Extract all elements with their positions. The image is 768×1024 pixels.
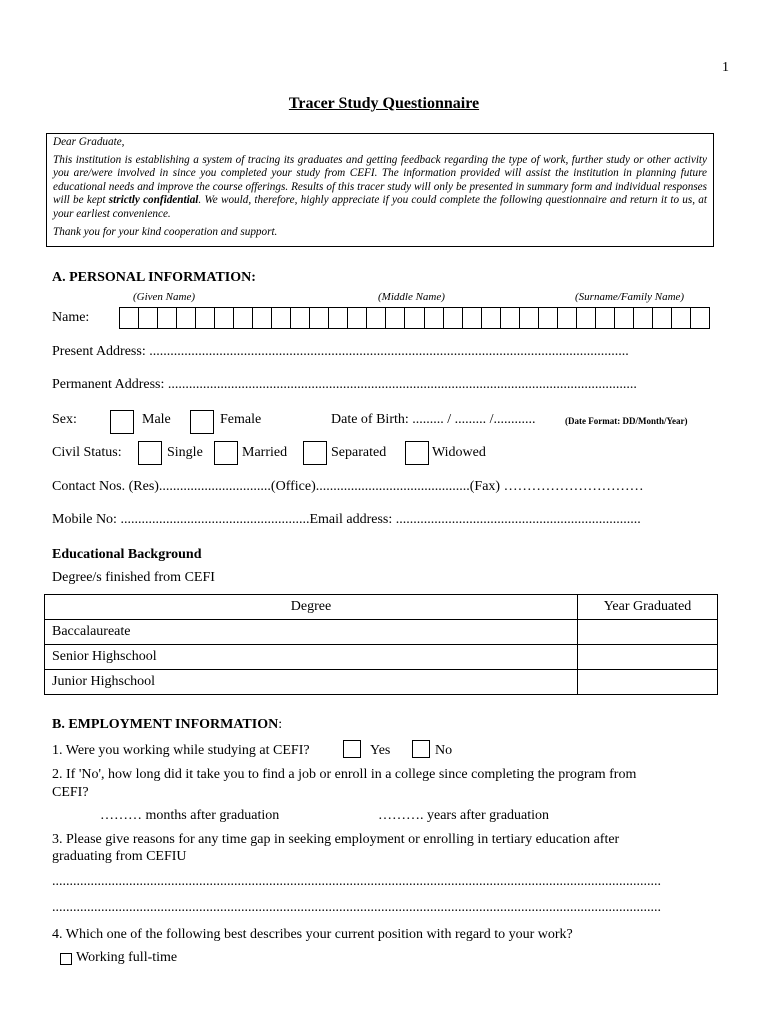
male-label: Male xyxy=(142,412,171,427)
permanent-address-field[interactable]: Permanent Address: ...................................................................................................................................... xyxy=(52,377,637,392)
years-after-graduation-field[interactable]: ………. years after graduation xyxy=(378,808,550,823)
civil-status-label: Civil Status: xyxy=(52,445,122,460)
female-label: Female xyxy=(220,412,262,427)
months-after-graduation-field[interactable]: ……… months after graduation xyxy=(100,808,280,823)
single-checkbox[interactable] xyxy=(138,441,162,465)
male-checkbox[interactable] xyxy=(110,410,134,434)
question-2-line1: 2. If 'No', how long did it take you to find a job or enroll in a college since completing the program from xyxy=(52,767,637,782)
letter-salutation: Dear Graduate, xyxy=(53,136,125,148)
degrees-label: Degree/s finished from CEFI xyxy=(52,570,215,585)
question-3-line2: graduating from CEFIU xyxy=(52,849,187,864)
degree-table xyxy=(44,594,718,695)
working-full-time-checkbox[interactable] xyxy=(60,953,72,965)
degree-cell: Junior Highschool xyxy=(45,670,578,695)
yes-checkbox[interactable] xyxy=(343,740,361,758)
year-cell[interactable] xyxy=(578,620,718,645)
employment-heading: B. EMPLOYMENT INFORMATION: xyxy=(52,717,283,732)
question-1: 1. Were you working while studying at CEFI? xyxy=(52,743,310,758)
married-checkbox[interactable] xyxy=(214,441,238,465)
table-header-row xyxy=(45,595,718,620)
degree-cell: Senior Highschool xyxy=(45,645,578,670)
surname-caption: (Surname/Family Name) xyxy=(575,291,685,303)
question-4: 4. Which one of the following best describes your current position with regard to your work? xyxy=(52,927,573,942)
degree-cell: Baccalaureate xyxy=(45,620,578,645)
separated-label: Separated xyxy=(331,445,387,460)
yes-label: Yes xyxy=(370,743,391,758)
married-label: Married xyxy=(242,445,288,460)
name-input-grid[interactable] xyxy=(119,307,710,329)
personal-info-heading: A. PERSONAL INFORMATION: xyxy=(52,270,256,285)
question-2-line2: CEFI? xyxy=(52,785,89,800)
given-name-caption: (Given Name) xyxy=(133,291,196,303)
mobile-email-field[interactable]: Mobile No: ......................................................Email address: ...................................................................... xyxy=(52,512,641,527)
widowed-label: Widowed xyxy=(432,445,486,460)
year-cell[interactable] xyxy=(578,670,718,695)
page-title: Tracer Study Questionnaire xyxy=(288,95,480,112)
female-checkbox[interactable] xyxy=(190,410,214,434)
letter-body: This institution is establishing a system of tracing its graduates and getting feedback regarding the type of work, further study or other activity you are/were involved in since you completed your study from CEFI. The information provided will assist the institution in planning future educational needs and improve the course offerings. Results of this tracer study will only be presented in summary form and individual responses will be kept strictly confidential. We would, therefore, highly appreciate if you could complete the following questionnaire and return it to us, at your earliest convenience. xyxy=(53,153,708,220)
degree-column-header: Degree xyxy=(45,595,578,620)
contact-numbers-field[interactable]: Contact Nos. (Res)................................(Office)............................................(Fax) ………………………… xyxy=(52,479,644,494)
no-label: No xyxy=(435,743,453,758)
table-row xyxy=(45,620,718,645)
table-row xyxy=(45,670,718,695)
middle-name-caption: (Middle Name) xyxy=(378,291,445,303)
separated-checkbox[interactable] xyxy=(303,441,327,465)
letter-closing: Thank you for your kind cooperation and support. xyxy=(53,225,278,238)
widowed-checkbox[interactable] xyxy=(405,441,429,465)
education-heading: Educational Background xyxy=(52,547,202,562)
page-number: 1 xyxy=(722,60,729,75)
question-3-line1: 3. Please give reasons for any time gap in seeking employment or enrolling in tertiary education after xyxy=(52,832,620,847)
working-full-time-label: Working full-time xyxy=(76,950,178,965)
date-of-birth-field[interactable]: Date of Birth: ......... / ......... /............ xyxy=(331,412,536,427)
name-label: Name: xyxy=(52,310,90,325)
no-checkbox[interactable] xyxy=(412,740,430,758)
single-label: Single xyxy=(167,445,203,460)
reason-line-2[interactable]: .............................................................................................................................................................................. xyxy=(52,900,661,915)
intro-letter xyxy=(46,133,714,247)
reason-line-1[interactable]: .............................................................................................................................................................................. xyxy=(52,874,661,889)
date-format-note: (Date Format: DD/Month/Year) xyxy=(565,416,688,426)
table-row xyxy=(45,645,718,670)
year-cell[interactable] xyxy=(578,645,718,670)
sex-label: Sex: xyxy=(52,412,77,427)
year-column-header: Year Graduated xyxy=(578,595,718,620)
present-address-field[interactable]: Present Address: ......................................................................................................................................... xyxy=(52,344,629,359)
